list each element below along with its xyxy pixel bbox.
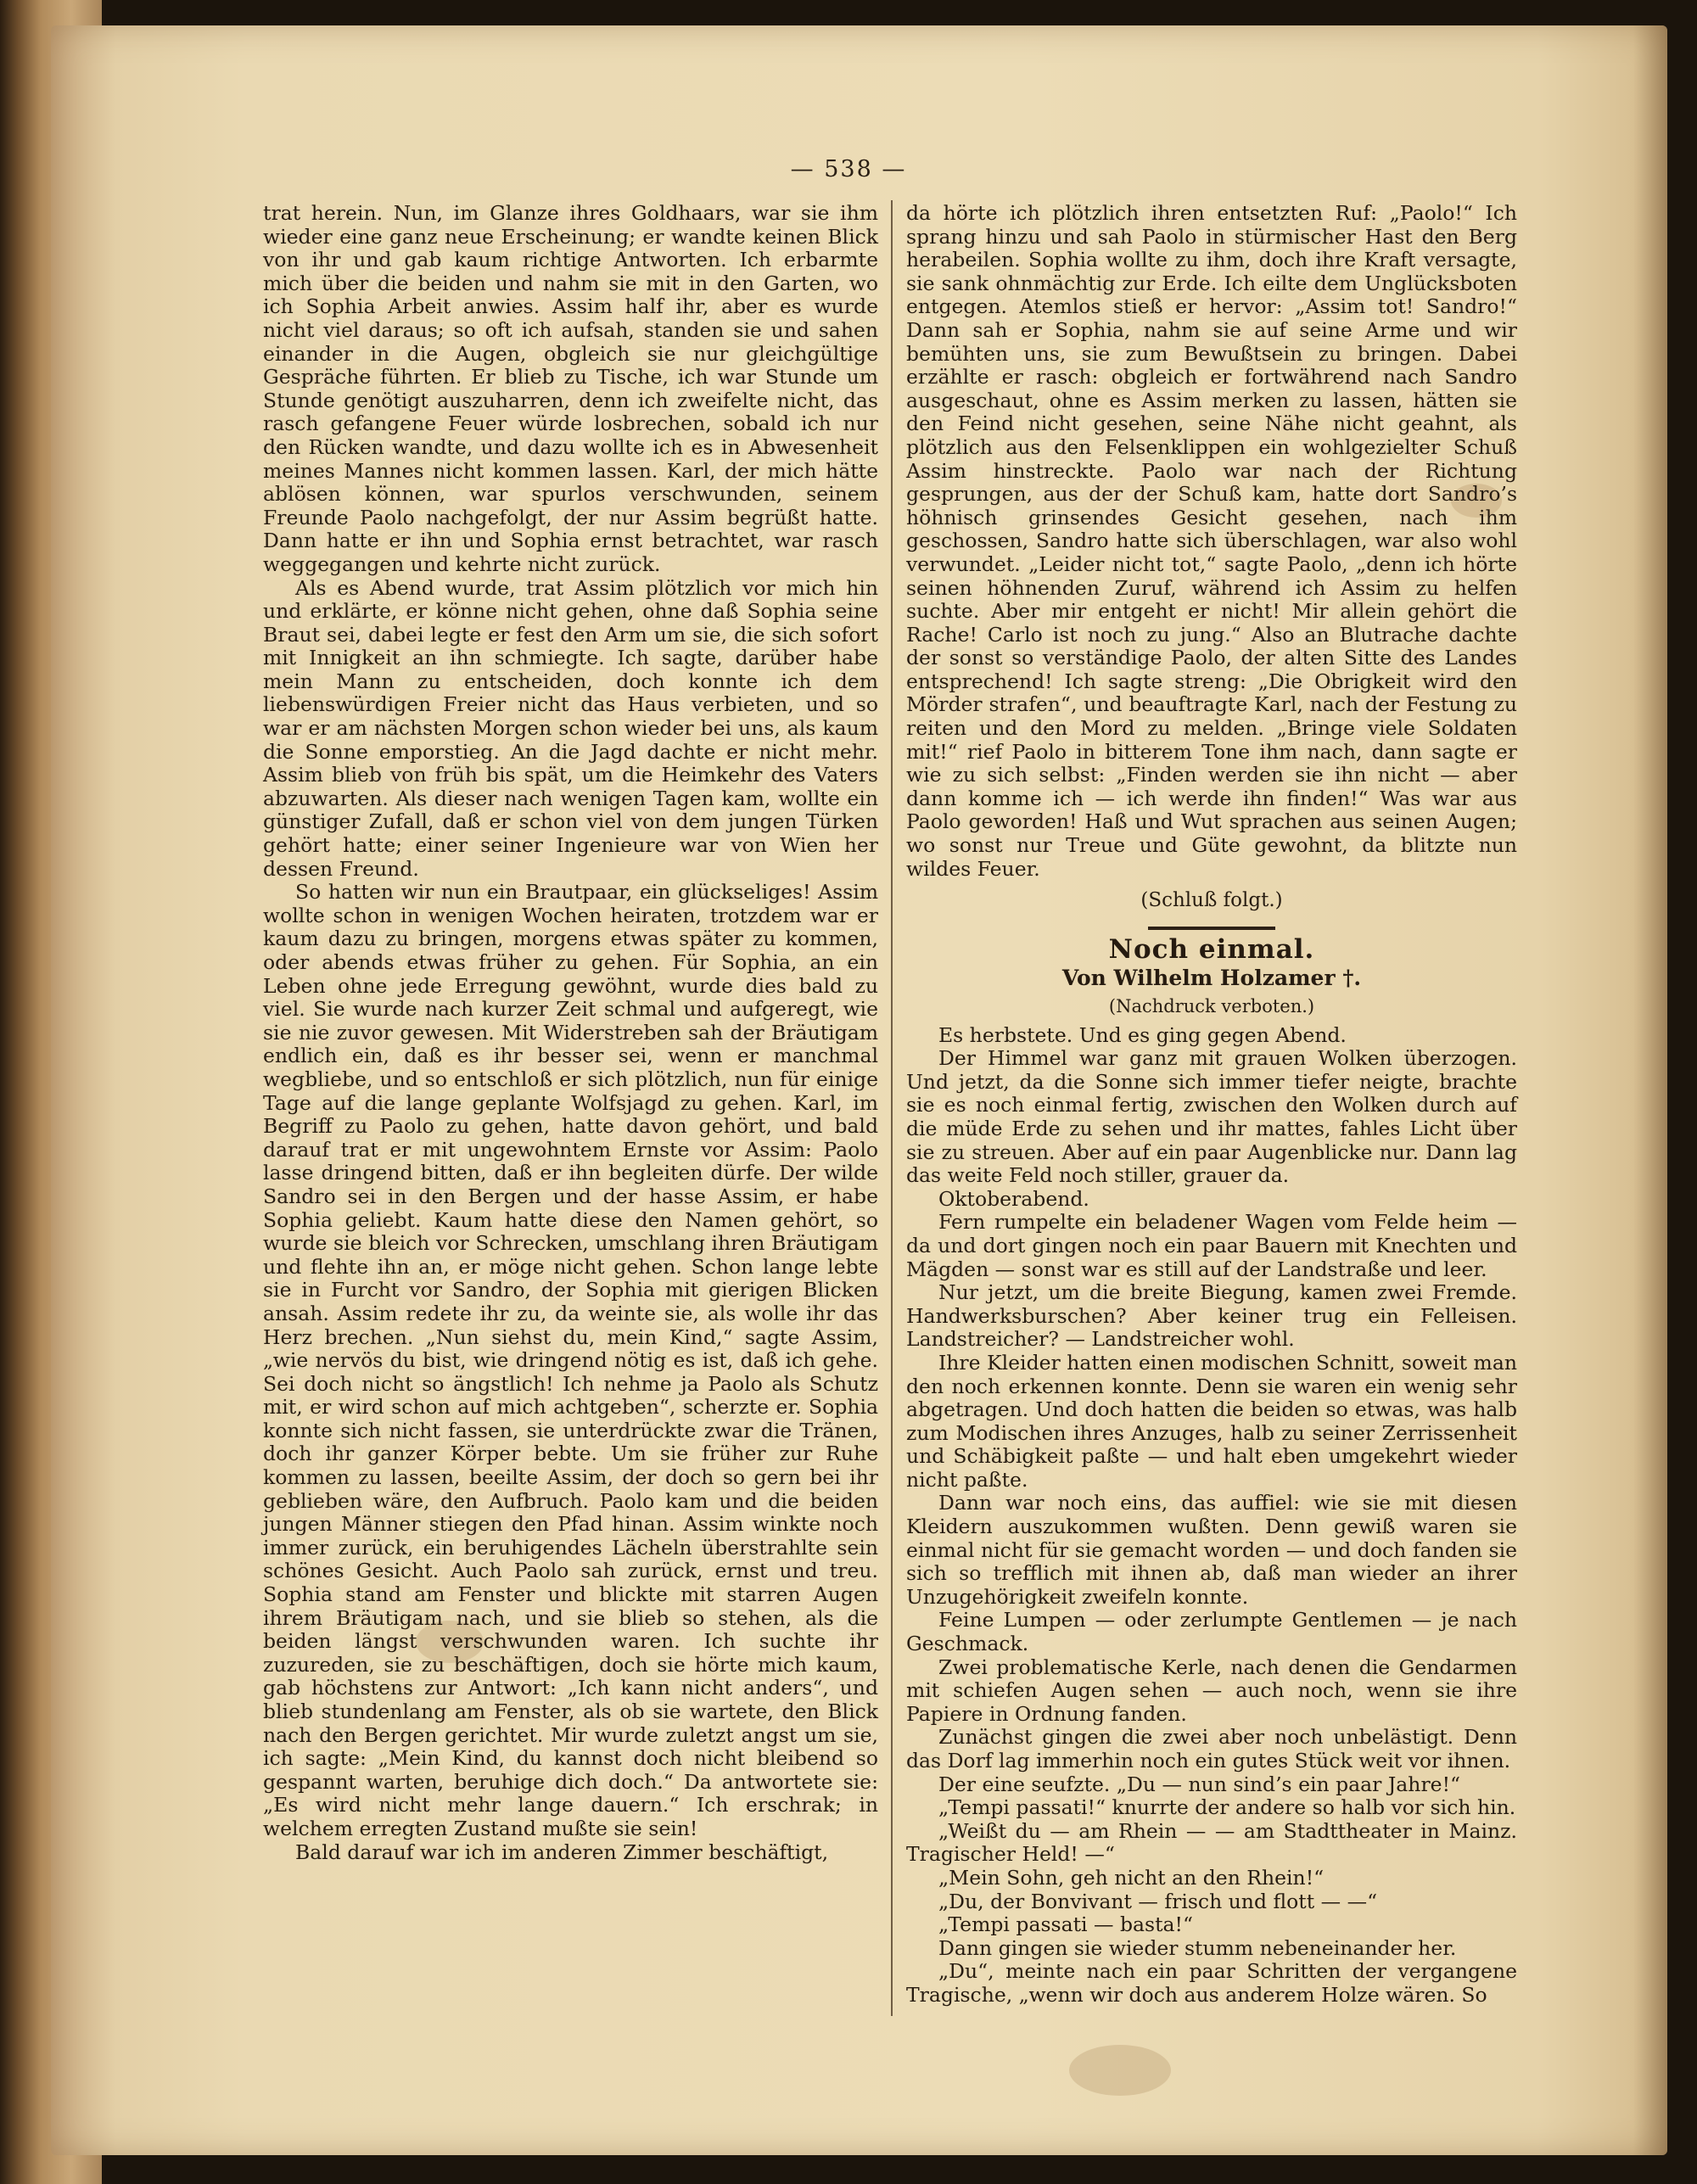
paragraph: Nur jetzt, um die breite Biegung, kamen zwei Fremde. Handwerksburschen? Aber keiner trug ein Felleisen. Landstreicher? — Landstreicher wohl.: [906, 1280, 1517, 1352]
paragraph: Oktoberabend.: [938, 1186, 1089, 1211]
paragraph: Zwei problematische Kerle, nach denen die Gendarmen mit schiefen Augen sehen — auch noch, wenn sie ihre Papiere in Ordnung fanden.: [906, 1655, 1517, 1726]
paragraph: trat herein. Nun, im Glanze ihres Goldhaars, war sie ihm wieder eine ganz neue Erscheinung; er wandte keinen Blick von ihr und gab kaum richtige Antworten. Ich erbarmte mich über die beiden und nahm sie mit in den Garten, wo ich Sophia Arbeit anwies. Assim half ihr, aber es wurde nicht viel daraus; so oft ich aufsah, standen sie und sahen einander in die Augen, obgleich sie nur gleichgültige Gespräche führten. Er blieb zu Tische, ich war Stunde um Stunde genötigt auszuharren, denn ich zweifelte nicht, das rasch gefangene Feuer würde losbrechen, sobald ich nur den Rücken wandte, und dazu wollte ich es in Abwesenheit meines Mannes nicht kommen lassen. Karl, der mich hätte ablösen können, war spurlos verschwunden, seinem Freunde Paolo nachgefolgt, der nur Assim begrüßt hatte. Dann hatte er ihn und Sophia ernst betrachtet, war rasch weggegangen und kehrte nicht zurück.: [263, 201, 878, 576]
right-column: [906, 202, 1517, 2008]
page-number: — 538 —: [790, 156, 907, 182]
paragraph: Als es Abend wurde, trat Assim plötzlich vor mich hin und erklärte, er könne nicht gehen, ohne daß Sophia seine Braut sei, dabei legte er fest den Arm um sie, die sich sofort mit Innigkeit an ihn schmiegte. Ich sagte, darüber habe mein Mann zu entscheiden, doch konnte ich dem liebenswürdigen Freier nicht das Haus verbieten, und so war er am nächsten Morgen schon wieder bei uns, als kaum die Sonne emporstieg. An die Jagd dachte er nicht mehr. Assim blieb von früh bis spät, um die Heimkehr des Vaters abzuwarten. Als dieser nach wenigen Tagen kam, wollte ein günstiger Zufall, daß er schon viel von dem jungen Türken gehört hatte; einer seiner Ingenieure war von Wien her dessen Freund.: [263, 575, 878, 881]
paragraph: „Du“, meinte nach ein paar Schritten der vergangene Tragische, „wenn wir doch aus anderem Holze wären. So: [906, 1959, 1517, 2007]
paragraph: „Du, der Bonvivant — frisch und flott — —“: [938, 1889, 1378, 1913]
paragraph: da hörte ich plötzlich ihren entsetzten Ruf: „Paolo!“ Ich sprang hinzu und sah Paolo in stürmischer Hast den Berg herabeilen. Sophia wollte zu ihm, doch ihre Kraft versagte, sie sank ohnmächtig zur Erde. Ich eilte dem Unglücksboten entgegen. Atemlos stieß er hervor: „Assim tot! Sandro!“ Dann sah er Sophia, nahm sie auf seine Arme und wir bemühten uns, sie zum Bewußtsein zu bringen. Dabei erzählte er rasch: obgleich er fortwährend nach Sandro ausgeschaut, ohne es Assim merken zu lassen, hätten sie den Feind nicht gesehen, seine Nähe nicht geahnt, als plötzlich aus den Felsenklippen ein wohlgezielter Schuß Assim hinstreckte. Paolo war nach der Richtung gesprungen, aus der der Schuß kam, hatte dort Sandro’s höhnisch grinsendes Gesicht gesehen, nach ihm geschossen, Sandro hatte sich überschlagen, war also wohl verwundet. „Leider nicht tot,“ sagte Paolo, „denn ich hörte seinen höhnenden Zuruf, während ich Assim zu helfen suchte. Aber mir entgeht er nicht! Mir allein gehört die Rache! Carlo ist noch zu jung.“ Also an Blutrache dachte der sonst so verständige Paolo, der alten Sitte des Landes entsprechend! Ich sagte streng: „Die Obrigkeit wird den Mörder strafen“, und beauftragte Karl, nach der Festung zu reiten und den Mord zu melden. „Bringe viele Soldaten mit!“ rief Paolo in bitterem Tone ihm nach, dann sagte er wie zu sich selbst: „Finden werden sie ihn nicht — aber dann komme ich — ich werde ihn finden!“ Was war aus Paolo geworden! Haß und Wut sprachen aus seinen Augen; wo sonst nur Treue und Güte gewohnt, da blitzte nun wildes Feuer.: [906, 201, 1517, 881]
article-byline: Von Wilhelm Holzamer †.: [1061, 966, 1362, 991]
paragraph: Es herbstete. Und es ging gegen Abend.: [938, 1022, 1347, 1047]
article-title: Noch einmal.: [1108, 933, 1315, 965]
paragraph: „Mein Sohn, geh nicht an den Rhein!“: [938, 1865, 1325, 1890]
paragraph: „Tempi passati!“ knurrte der andere so halb vor sich hin.: [938, 1795, 1516, 1820]
paragraph: Ihre Kleider hatten einen modischen Schnitt, soweit man den noch erkennen konnte. Denn sie waren ein wenig sehr abgetragen. Und doch hatten die beiden so etwas, was halb zum Modischen ihres Anzuges, halb zu seiner Zerrissenheit und Schäbigkeit paßte — und halt eben umgekehrt wieder nicht paßte.: [906, 1350, 1517, 1492]
paragraph: Fern rumpelte ein beladener Wagen vom Felde heim — da und dort gingen noch ein paar Bauern mit Knechten und Mägden — sonst war es still auf der Landstraße und leer.: [906, 1210, 1517, 1281]
column-divider: [891, 200, 893, 2016]
paragraph: Dann war noch eins, das auffiel: wie sie mit diesen Kleidern auszukommen wußten. Denn gewiß waren sie einmal nicht für sie gemacht worden — und doch fanden sie sich so trefflich mit ihnen ab, daß man wieder an ihrer Unzugehörigkeit zweifeln konnte.: [906, 1491, 1517, 1609]
reprint-note: (Nachdruck verboten.): [1108, 996, 1315, 1016]
paragraph: Feine Lumpen — oder zerlumpte Gentlemen — je nach Geschmack.: [906, 1608, 1517, 1656]
paragraph: So hatten wir nun ein Brautpaar, ein glückseliges! Assim wollte schon in wenigen Wochen heiraten, trotzdem war er kaum dazu zu bringen, morgens etwas später zu kommen, oder abends etwas früher zu gehen. Für Sophia, an ein Leben ohne jede Erregung gewöhnt, wurde dies bald zu viel. Sie wurde nach kurzer Zeit schmal und aufgeregt, wie sie nie zuvor gewesen. Mit Widerstreben sah der Bräutigam endlich ein, daß es ihr besser sei, wenn er manchmal wegbliebe, und so entschloß er sich plötzlich, nun für einige Tage auf die lange geplante Wolfsjagd zu gehen. Karl, im Begriff zu Paolo zu gehen, hatte davon gehört, und bald darauf trat er mit ungewohntem Ernste vor Assim: Paolo lasse dringend bitten, daß er ihn begleiten dürfe. Der wilde Sandro sei in den Bergen und der hasse Assim, er habe Sophia geliebt. Kaum hatte diese den Namen gehört, so wurde sie bleich vor Schrecken, umschlang ihren Bräutigam und flehte ihn an, er möge nicht gehen. Schon lange lebte sie in Furcht vor Sandro, der Sophia mit gierigen Blicken ansah. Assim redete ihr zu, da weinte sie, als wolle ihr das Herz brechen. „Nun siehst du, mein Kind,“ sagte Assim, „wie nervös du bist, wie dringend nötig es ist, daß ich gehe. Sei doch nicht so ängstlich! Ich nehme ja Paolo als Schutz mit, er wird schon auf mich achtgeben“, scherzte er. Sophia konnte sich nicht fassen, sie unterdrückte zwar die Tränen, doch ihr ganzer Körper bebte. Um sie früher zur Ruhe kommen zu lassen, beeilte Assim, der doch so gern bei ihr geblieben wäre, den Aufbruch. Paolo kam und die beiden jungen Männer stiegen den Pfad hinan. Assim winkte noch immer zurück, ein beruhigendes Lächeln überstrahlte sein schönes Gesicht. Auch Paolo sah zurück, ernst und treu. Sophia stand am Fenster und blickte mit starren Augen ihrem Bräutigam nach, und sie blieb so stehen, als die beiden längst verschwunden waren. Ich suchte ihr zuzureden, sie zu beschäftigen, doch sie hörte mich kaum, gab höchstens zur Antwort: „Ich kann nicht anders“, und blieb stundenlang am Fenster, als ob sie wartete, den Blick nach den Bergen gerichtet. Mir wurde zuletzt angst um sie, ich sagte: „Mein Kind, du kannst doch nicht bleibend so gespannt warten, beruhige dich doch.“ Da antwortete sie: „Es wird nicht mehr lange dauern.“ Ich erschrak; in welchem erregten Zustand mußte sie sein!: [263, 880, 878, 1840]
section-rule: [1148, 927, 1275, 930]
paragraph: Bald darauf war ich im anderen Zimmer beschäftigt,: [295, 1840, 829, 1864]
paper-stain: [1069, 2045, 1171, 2096]
paragraph: „Weißt du — am Rhein — — am Stadttheater in Mainz. Tragischer Held! —“: [906, 1818, 1517, 1867]
to-be-continued-note: (Schluß folgt.): [1140, 889, 1283, 912]
page-shadow: [1633, 25, 1667, 2155]
paragraph: Der Himmel war ganz mit grauen Wolken überzogen. Und jetzt, da die Sonne sich immer tiefer neigte, brachte sie es noch einmal fertig, zwischen den Wolken durch auf die müde Erde zu sehen und ihr mattes, fahles Licht über sie zu streuen. Aber auf ein paar Augenblicke nur. Dann lag das weite Feld noch stiller, grauer da.: [906, 1046, 1517, 1188]
paragraph: Zunächst gingen die zwei aber noch unbelästigt. Denn das Dorf lag immerhin noch ein gutes Stück weit vor ihnen.: [906, 1725, 1517, 1772]
paragraph: „Tempi passati — basta!“: [938, 1912, 1194, 1937]
paragraph: Dann gingen sie wieder stumm nebeneinander her.: [938, 1935, 1457, 1960]
paragraph: Der eine seufzte. „Du — nun sind’s ein paar Jahre!“: [938, 1772, 1461, 1796]
left-column: [263, 202, 878, 1864]
